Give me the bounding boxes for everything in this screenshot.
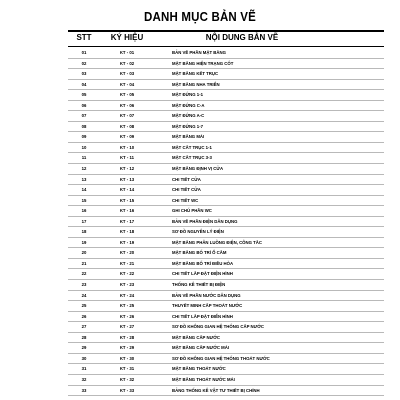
row-content: CHI TIẾT CỬA: [172, 187, 201, 193]
row-code: KT - 33: [119, 387, 135, 393]
row-content: MẶT ĐỨNG C-A: [172, 102, 205, 108]
table-row: [68, 196, 384, 207]
row-code: KT - 20: [119, 250, 135, 256]
header-stt: STT: [76, 33, 92, 42]
row-stt: 10: [81, 144, 87, 150]
row-code: KT - 32: [119, 376, 135, 382]
table-row: [68, 386, 384, 397]
row-stt: 01: [81, 50, 87, 55]
row-content: BẢNG THỐNG KÊ VẬT TƯ THIẾT BỊ CHÍNH: [172, 387, 260, 393]
header-content: NỘI DUNG BẢN VẼ: [205, 33, 279, 42]
row-code: KT - 03: [119, 71, 135, 77]
row-code: KT - 04: [119, 81, 135, 87]
row-code: KT - 14: [119, 187, 135, 193]
row-stt: 16: [81, 208, 87, 214]
table-row: [68, 185, 384, 196]
row-code: KT - 25: [119, 303, 135, 309]
row-stt: 03: [81, 71, 87, 77]
row-content: SƠ ĐỒ KHÔNG GIAN HỆ THỐNG THOÁT NƯỚC: [172, 355, 270, 361]
row-code: KT - 02: [119, 60, 135, 66]
row-code: KT - 08: [119, 123, 135, 129]
row-content: BẢN VẼ PHẦN NƯỚC DÂN DỤNG: [172, 292, 241, 298]
table-body: [68, 48, 384, 396]
row-code: KT - 09: [119, 134, 135, 140]
row-content: THỐNG KÊ THIẾT BỊ ĐIỆN: [172, 282, 226, 288]
table-row: [68, 354, 384, 365]
row-content: SƠ ĐỒ KHÔNG GIAN HỆ THỐNG CẤP NƯỚC: [172, 324, 264, 330]
row-content: MẶT ĐỨNG 1-1: [172, 92, 204, 98]
row-content: CHI TIẾT CỬA: [172, 176, 201, 182]
row-content: BẢN VẼ PHẦN MẶT BẰNG: [172, 50, 226, 55]
row-content: MẶT BẰNG THOÁT NƯỚC MÁI: [172, 376, 235, 382]
row-stt: 04: [81, 81, 87, 87]
table-row: [68, 375, 384, 386]
table-row: [68, 343, 384, 354]
table-row: [68, 301, 384, 312]
row-content: MẶT CẮT TRỤC 1-1: [172, 144, 212, 150]
row-content: MẶT BẰNG THOÁT NƯỚC: [172, 366, 226, 372]
table-row: [68, 259, 384, 270]
row-stt: 02: [81, 60, 87, 66]
table-row: [68, 69, 384, 80]
row-code: KT - 10: [119, 144, 135, 150]
row-stt: 25: [81, 303, 87, 309]
table-row: [68, 280, 384, 291]
row-stt: 20: [81, 250, 87, 256]
row-code: KT - 30: [119, 355, 135, 361]
row-code: KT - 15: [119, 197, 135, 203]
row-stt: 24: [81, 292, 87, 298]
row-content: CHI TIẾT WC: [172, 197, 199, 203]
row-code: KT - 06: [119, 102, 135, 108]
row-code: KT - 24: [119, 292, 135, 298]
table-row: [68, 164, 384, 175]
row-stt: 18: [81, 229, 87, 235]
row-content: MẶT BẰNG PHÂN LUỒNG ĐIỆN, CÔNG TẮC: [172, 239, 262, 245]
page-title: DANH MỤC BẢN VẼ: [143, 10, 257, 24]
table-row: [68, 206, 384, 217]
row-code: KT - 31: [119, 366, 135, 372]
table-row: [68, 48, 384, 59]
row-content: MẶT BẰNG MÁI: [172, 134, 205, 140]
table-row: [68, 122, 384, 133]
table-row: [68, 132, 384, 143]
row-content: CHI TIẾT LẮP ĐẶT ĐIỆN HÌNH: [172, 271, 233, 277]
row-code: KT - 19: [119, 239, 135, 245]
table-row: [68, 90, 384, 101]
row-code: KT - 01: [119, 50, 135, 55]
row-code: KT - 17: [119, 218, 135, 224]
row-stt: 13: [81, 176, 87, 182]
table-row: [68, 238, 384, 249]
row-stt: 09: [81, 134, 87, 140]
row-stt: 31: [81, 366, 87, 372]
row-content: CHI TIẾT LẮP ĐẶT ĐIỂN HÌNH: [172, 313, 233, 319]
row-content: MẶT BẰNG KẾT TRỤC: [172, 71, 219, 77]
row-content: MẶT CẮT TRỤC 3-3: [172, 155, 212, 161]
row-code: KT - 05: [119, 92, 135, 98]
row-stt: 26: [81, 313, 87, 319]
row-code: KT - 21: [119, 260, 135, 266]
row-code: KT - 29: [119, 345, 135, 351]
row-stt: 11: [81, 155, 87, 161]
table-row: [68, 333, 384, 344]
row-content: GHI CHÚ PHẦN WC: [172, 208, 212, 214]
row-content: THUYẾT MINH CẤP THOÁT NƯỚC: [172, 303, 243, 309]
row-stt: 08: [81, 123, 87, 129]
row-content: MẶT BẰNG ĐỊNH VỊ CỬA: [172, 166, 224, 172]
table-row: [68, 364, 384, 375]
table-row: [68, 322, 384, 333]
table-row: [68, 227, 384, 238]
table-row: [68, 175, 384, 186]
row-content: MẶT BẰNG BỐ TRÍ Ổ CẮM: [172, 250, 227, 256]
row-code: KT - 28: [119, 334, 135, 340]
row-stt: 14: [81, 187, 87, 193]
table-row: [68, 248, 384, 259]
row-stt: 32: [81, 376, 87, 382]
row-stt: 28: [81, 334, 87, 340]
table-row: [68, 153, 384, 164]
row-stt: 19: [81, 239, 87, 245]
table-row: [68, 269, 384, 280]
row-content: MẶT BẰNG CẤP NƯỚC: [172, 334, 220, 340]
table-row: [68, 101, 384, 112]
row-content: MẶT BẰNG NHA TRIỂN: [172, 81, 220, 87]
row-stt: 30: [81, 355, 87, 361]
row-code: KT - 16: [119, 208, 135, 214]
row-code: KT - 23: [119, 282, 135, 288]
row-code: KT - 27: [119, 324, 135, 330]
row-content: SƠ ĐỒ NGUYÊN LÝ ĐIỆN: [172, 229, 224, 235]
row-content: MẶT BẰNG CẤP NƯỚC MÁI: [172, 345, 230, 351]
row-code: KT - 26: [119, 313, 135, 319]
row-code: KT - 22: [119, 271, 135, 277]
row-stt: 06: [81, 102, 87, 108]
table-row: [68, 111, 384, 122]
table-row: [68, 143, 384, 154]
table-row: [68, 217, 384, 228]
row-stt: 27: [81, 324, 87, 330]
row-stt: 33: [81, 387, 87, 393]
row-content: MẶT ĐỨNG A-C: [172, 113, 205, 119]
table-row: [68, 291, 384, 302]
row-code: KT - 11: [119, 155, 135, 161]
row-stt: 05: [81, 92, 87, 98]
row-stt: 07: [81, 113, 87, 119]
row-stt: 12: [81, 166, 87, 172]
row-code: KT - 07: [119, 113, 135, 119]
table-row: [68, 59, 384, 70]
row-content: MẶT BẰNG HIỆN TRẠNG CỐT: [172, 60, 234, 66]
row-stt: 23: [81, 282, 87, 288]
row-stt: 15: [81, 197, 87, 203]
row-content: MẶT BẰNG BỐ TRÍ ĐIỀU HÒA: [172, 260, 234, 266]
header-code: KÝ HIỆU: [110, 33, 144, 42]
table-row: [68, 312, 384, 323]
row-content: MẶT ĐỨNG 1-7: [172, 123, 204, 129]
drawing-list-table: [68, 30, 384, 398]
row-stt: 17: [81, 218, 87, 224]
row-content: BẢN VẼ PHẦN ĐIỆN DÂN DỤNG: [172, 218, 238, 224]
row-stt: 21: [81, 260, 87, 266]
row-stt: 22: [81, 271, 87, 277]
table-row: [68, 80, 384, 91]
row-code: KT - 13: [119, 176, 135, 182]
row-code: KT - 12: [119, 166, 135, 172]
row-code: KT - 18: [119, 229, 135, 235]
header-bottom-border: [68, 46, 384, 47]
row-stt: 29: [81, 345, 87, 351]
